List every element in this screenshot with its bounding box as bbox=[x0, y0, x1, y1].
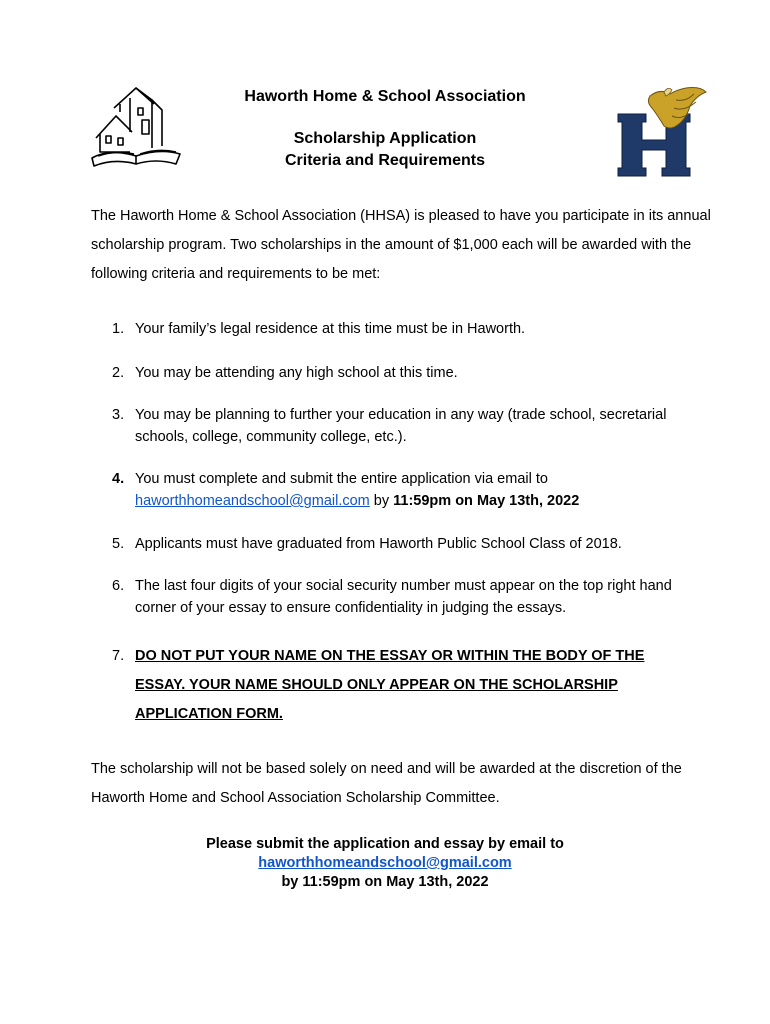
item-text bbox=[135, 468, 712, 512]
item-text-part: You must complete and submit the entire application via email to bbox=[135, 471, 548, 487]
item-text: The last four digits of your social security number must appear on the top right hand corner of your essay to ensure confidentiality in judging the essays. bbox=[135, 578, 672, 616]
item-number: 7. bbox=[112, 648, 125, 664]
email-link[interactable]: haworthhomeandschool@gmail.com bbox=[135, 493, 370, 509]
item-number: 4. bbox=[112, 471, 125, 487]
footer-deadline: by 11:59pm on May 13th, 2022 bbox=[281, 874, 489, 890]
list-item bbox=[112, 468, 712, 512]
doc-subtitle: Criteria and Requirements bbox=[284, 152, 486, 169]
item-text: Applicants must have graduated from Haworth Public School Class of 2018. bbox=[135, 536, 622, 552]
list-item bbox=[112, 318, 712, 340]
item-text: Your family’s legal residence at this time must be in Haworth. bbox=[135, 321, 526, 337]
item-number: 2. bbox=[112, 365, 125, 381]
item-number: 5. bbox=[112, 536, 125, 552]
item-number: 6. bbox=[112, 578, 125, 594]
list-item bbox=[112, 362, 712, 384]
list-item bbox=[112, 642, 712, 729]
item-warning-text: DO NOT PUT YOUR NAME ON THE ESSAY OR WITHIN THE BODY OF THE ESSAY. YOUR NAME SHOULD ONLY APPEAR ON THE SCHOLARSHIP APPLICATION FORM. bbox=[135, 648, 645, 722]
footer-note bbox=[120, 835, 650, 892]
item-text: You may be attending any high school at this time. bbox=[135, 365, 458, 381]
item-number: 1. bbox=[112, 321, 125, 337]
deadline-text: 11:59pm on May 13th, 2022 bbox=[393, 493, 580, 509]
footer-line: Please submit the application and essay by email to bbox=[206, 836, 564, 852]
item-text: You may be planning to further your education in any way (trade school, secretarial schools, college, community college, etc.). bbox=[135, 407, 667, 445]
org-title: Haworth Home & School Association bbox=[244, 88, 526, 105]
closing-paragraph: The scholarship will not be based solely on need and will be awarded at the discretion of the Haworth Home and School Association Scholarship Committee. bbox=[91, 761, 682, 806]
eagle-h-logo bbox=[616, 86, 708, 180]
doc-title: Scholarship Application bbox=[293, 130, 477, 147]
list-item bbox=[112, 575, 712, 619]
list-item bbox=[112, 404, 712, 448]
footer-email-link[interactable]: haworthhomeandschool@gmail.com bbox=[258, 855, 512, 871]
intro-paragraph: The Haworth Home & School Association (HHSA) is pleased to have you participate in its annual scholarship program. Two scholarships in the amount of $1,000 each will be awarded with the following criteria and requirements to be met: bbox=[91, 208, 711, 282]
list-item bbox=[112, 533, 712, 555]
item-by-text: by bbox=[369, 493, 394, 509]
item-number: 3. bbox=[112, 407, 125, 423]
